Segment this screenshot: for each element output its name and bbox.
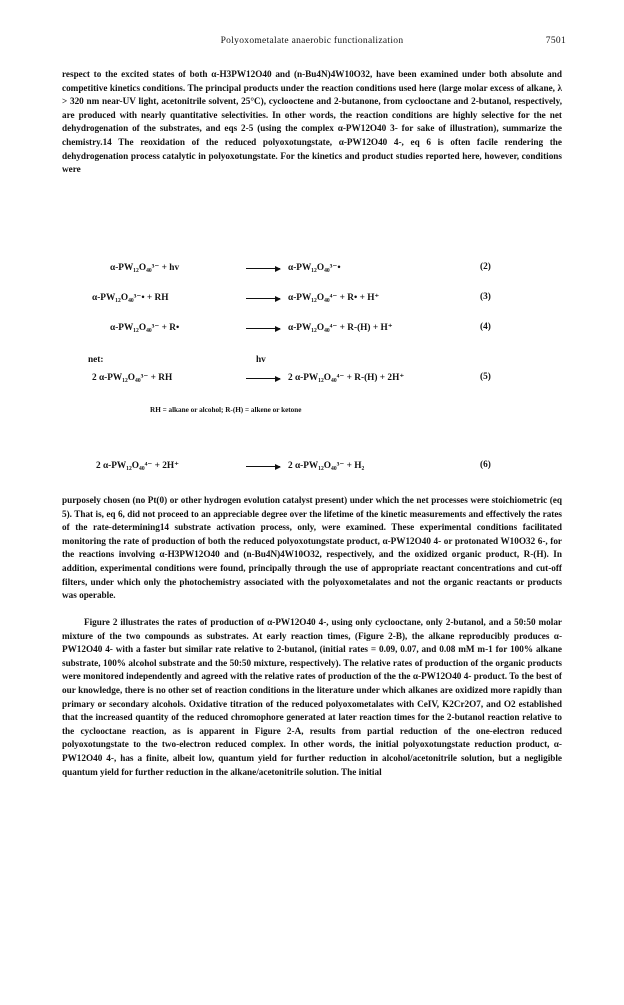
paragraph-top-text: respect to the excited states of both α-H3PW12O40 and (n-Bu4N)4W10O32, have been examined under both absolute and competitive kinetics conditions. The principal products under the reaction conditions used here (large molar excess of alkane, λ > 320 nm near-UV light, acetonitrile solvent, 25°C), cyclooctene and 2-butanone, from cyclooctane and 2-butanol, respectively, are produced with nearly quantitative selectivities. In other words, the reaction conditions are highly selective for the net dehydrogenation of the substrates, and eqs 2-5 (using the complex α-PW12O40 3- for sake of illustration), summarize the chemistry.14 The reoxidation of the reduced polyoxotungstate, α-PW12O40 4-, eq 6 is often facile rendering the dehydrogenation process catalytic in polyoxotungstate. For the kinetics and product studies reported here, however, conditions were [62,69,562,175]
eq5-arrow [246,378,280,379]
eq2-left: α-PW₁₂O₄₀³⁻ + hv [110,263,180,273]
eq6-arrow [246,466,280,467]
eq6-left: 2 α-PW₁₂O₄₀⁴⁻ + 2H⁺ [96,461,180,471]
eq3-left: α-PW₁₂O₄₀³⁻• + RH [92,293,169,303]
eq2-arrow [246,268,280,269]
eq4-right: α-PW₁₂O₄₀⁴⁻ + R-(H) + H⁺ [288,323,393,333]
eq5-left: 2 α-PW₁₂O₄₀³⁻ + RH [92,373,173,383]
eq4-left: α-PW₁₂O₄₀³⁻ + R• [110,323,180,333]
eq3-number: (3) [480,292,491,302]
running-title: Polyoxometalate anaerobic functionalization [220,36,404,46]
eq5-hv-label: hv [256,355,266,365]
eq3-right: α-PW₁₂O₄₀⁴⁻ + R• + H⁺ [288,293,380,303]
eq5-number: (5) [480,372,491,382]
eq4-number: (4) [480,322,491,332]
paragraph-bottom-text: Figure 2 illustrates the rates of production of α-PW12O40 4-, using only cyclooctane, only 2-butanol, and a 50:50 molar mixture of the two compounds as substrates. At early reaction times, (Figure 2-B), the alkane reproducibly produces α-PW12O40 4- with a faster but similar rate relative to 2-butanol, (initial rates = 0.09, 0.07, and 0.08 mM m-1 for 100% alkane substrate, 100% alcohol substrate and the 50:50 mixture, respectively). The relative rates of production of the organic products were monitored independently and agreed with the relative rates of production of the the α-PW12O40 4- product. To the best of our knowledge, there is no other set of reaction conditions in the literature under which alkanes are oxidized more rapidly than primary or secondary alcohols. Oxidative titration of the reduced polyoxometalates with CeIV, K2Cr2O7, and O2 established that the increased quantity of the reduced chromophore generated at later reaction times for the 2-butanol reaction relative to the cyclooctane reaction, as is apparent in Figure 2-A, results from partial reduction of the one-electron reduced polyoxotungstate to the two-electron reduced complex. In other words, the initial polyoxotungstate reduction product, α-PW12O40 4-, has a finite, albeit low, quantum yield for further reduction in alcohol/acetonitrile solution, but a negligible quantum yield for further reduction in the alkane/acetonitrile solution. The initial [62,617,562,777]
eq6-number: (6) [480,460,491,470]
page-number: 7501 [545,36,566,46]
eq3-arrow [246,298,280,299]
paragraph-middle [62,494,562,603]
eq4-arrow [246,328,280,329]
page-header [0,36,624,50]
eq5-right: 2 α-PW₁₂O₄₀⁴⁻ + R-(H) + 2H⁺ [288,373,405,383]
paragraph-middle-text: purposely chosen (no Pt(0) or other hydrogen evolution catalyst present) under which the net processes were stoichiometric (eq 5). That is, eq 6, did not proceed to an appreciable degree over the lifetime of the kinetic measurements and effectively the rates of the rate-determining14 substrate activation process, only, were examined. These experimental conditions facilitated monitoring the rate of production of both the reduced polyoxotungstate product, α-PW12O40 4- or protonated W10O32 6-, for the reactions involving α-H3PW12O40 and (n-Bu4N)4W10O32, respectively, and the oxidized organic product, R-(H). In addition, experimental conditions were found, principally through the use of appropriate reactant concentrations and cut-off filters, under which only the photochemistry associated with the polyoxometalates and not the organic reactants or products was operable. [62,495,562,601]
equation-legend: RH = alkane or alcohol; R-(H) = alkene or ketone [150,406,302,414]
paragraph-top [62,68,562,177]
eq2-number: (2) [480,262,491,272]
eq2-right: α-PW₁₂O₄₀³⁻• [288,263,341,273]
net-label: net: [88,355,104,365]
eq6-right: 2 α-PW₁₂O₄₀³⁻ + H₂ [288,461,365,471]
paragraph-bottom [62,616,562,779]
